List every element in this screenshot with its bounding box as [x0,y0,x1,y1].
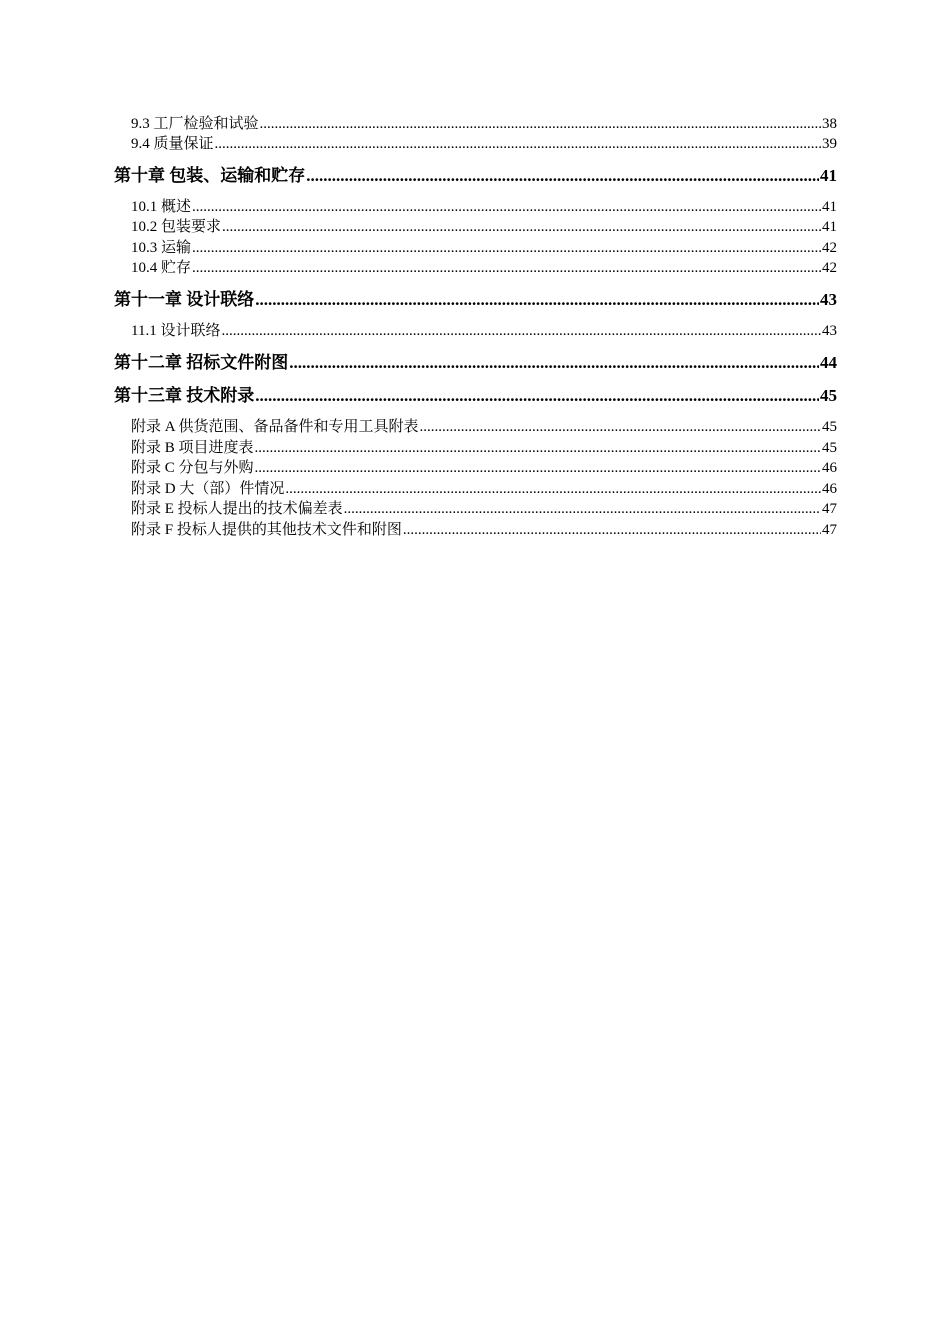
toc-chapter-label: 第十一章 设计联络 [114,290,255,309]
toc-entry-label: 9.3 工厂检验和试验 [131,116,259,132]
dot-leader [344,499,821,519]
toc-entry-appendix-a[interactable] [131,417,837,437]
toc-entry-9-4[interactable] [131,134,837,154]
toc-entry-label: 附录 E 投标人提出的技术偏差表 [131,501,343,517]
toc-chapter-page: 44 [820,353,837,372]
dot-leader [420,417,821,437]
dot-leader [215,134,821,154]
toc-entry-page: 41 [822,199,837,215]
dot-leader [289,351,819,375]
toc-entry-page: 46 [822,481,837,497]
toc-entry-page: 47 [822,522,837,538]
toc-chapter-label: 第十二章 招标文件附图 [114,353,289,372]
toc-entry-page: 45 [822,419,837,435]
toc-entry-label: 10.3 运输 [131,240,192,256]
toc-entry-page: 38 [822,116,837,132]
dot-leader [255,458,821,478]
toc-entry-label: 附录 B 项目进度表 [131,440,254,456]
dot-leader [192,197,821,217]
toc-entry-label: 附录 D 大（部）件情况 [131,481,285,497]
toc-chapter-13[interactable] [114,384,837,408]
toc-entry-page: 46 [822,460,837,476]
toc-entry-appendix-f[interactable] [131,520,837,540]
dot-leader [255,288,819,312]
toc-entry-label: 10.4 贮存 [131,260,192,276]
dot-leader [222,217,821,237]
toc-entry-appendix-b[interactable] [131,438,837,458]
dot-leader [306,164,819,188]
dot-leader [192,238,821,258]
toc-entry-label: 11.1 设计联络 [131,323,221,339]
dot-leader [403,520,821,540]
dot-leader [192,258,821,278]
toc-entry-label: 附录 A 供货范围、备品备件和专用工具附表 [131,419,419,435]
dot-leader [255,438,821,458]
toc-entry-page: 47 [822,501,837,517]
dot-leader [221,321,821,341]
toc-entry-page: 45 [822,440,837,456]
dot-leader [260,114,821,134]
toc-entry-9-3[interactable] [131,114,837,134]
toc-entry-page: 42 [822,260,837,276]
toc-entry-page: 39 [822,136,837,152]
toc-entry-10-4[interactable] [131,258,837,278]
toc-entry-11-1[interactable] [131,321,837,341]
toc-chapter-page: 41 [820,166,837,185]
toc-entry-page: 43 [822,323,837,339]
toc-entry-10-3[interactable] [131,238,837,258]
toc-entry-label: 附录 C 分包与外购 [131,460,254,476]
toc-chapter-page: 43 [820,290,837,309]
toc-entry-page: 42 [822,240,837,256]
toc-entry-10-2[interactable] [131,217,837,237]
dot-leader [255,384,819,408]
toc-entry-10-1[interactable] [131,197,837,217]
toc-chapter-10[interactable] [114,164,837,188]
toc-chapter-label: 第十三章 技术附录 [114,386,255,405]
toc-chapter-label: 第十章 包装、运输和贮存 [114,166,306,185]
toc-entry-label: 9.4 质量保证 [131,136,214,152]
toc-chapter-11[interactable] [114,288,837,312]
toc-entry-page: 41 [822,219,837,235]
toc-chapter-12[interactable] [114,351,837,375]
toc-entry-label: 10.1 概述 [131,199,192,215]
toc-entry-label: 附录 F 投标人提供的其他技术文件和附图 [131,522,402,538]
dot-leader [285,479,821,499]
toc-entry-label: 10.2 包装要求 [131,219,222,235]
toc-entry-appendix-c[interactable] [131,458,837,478]
toc-chapter-page: 45 [820,386,837,405]
toc-entry-appendix-d[interactable] [131,479,837,499]
toc-entry-appendix-e[interactable] [131,499,837,519]
